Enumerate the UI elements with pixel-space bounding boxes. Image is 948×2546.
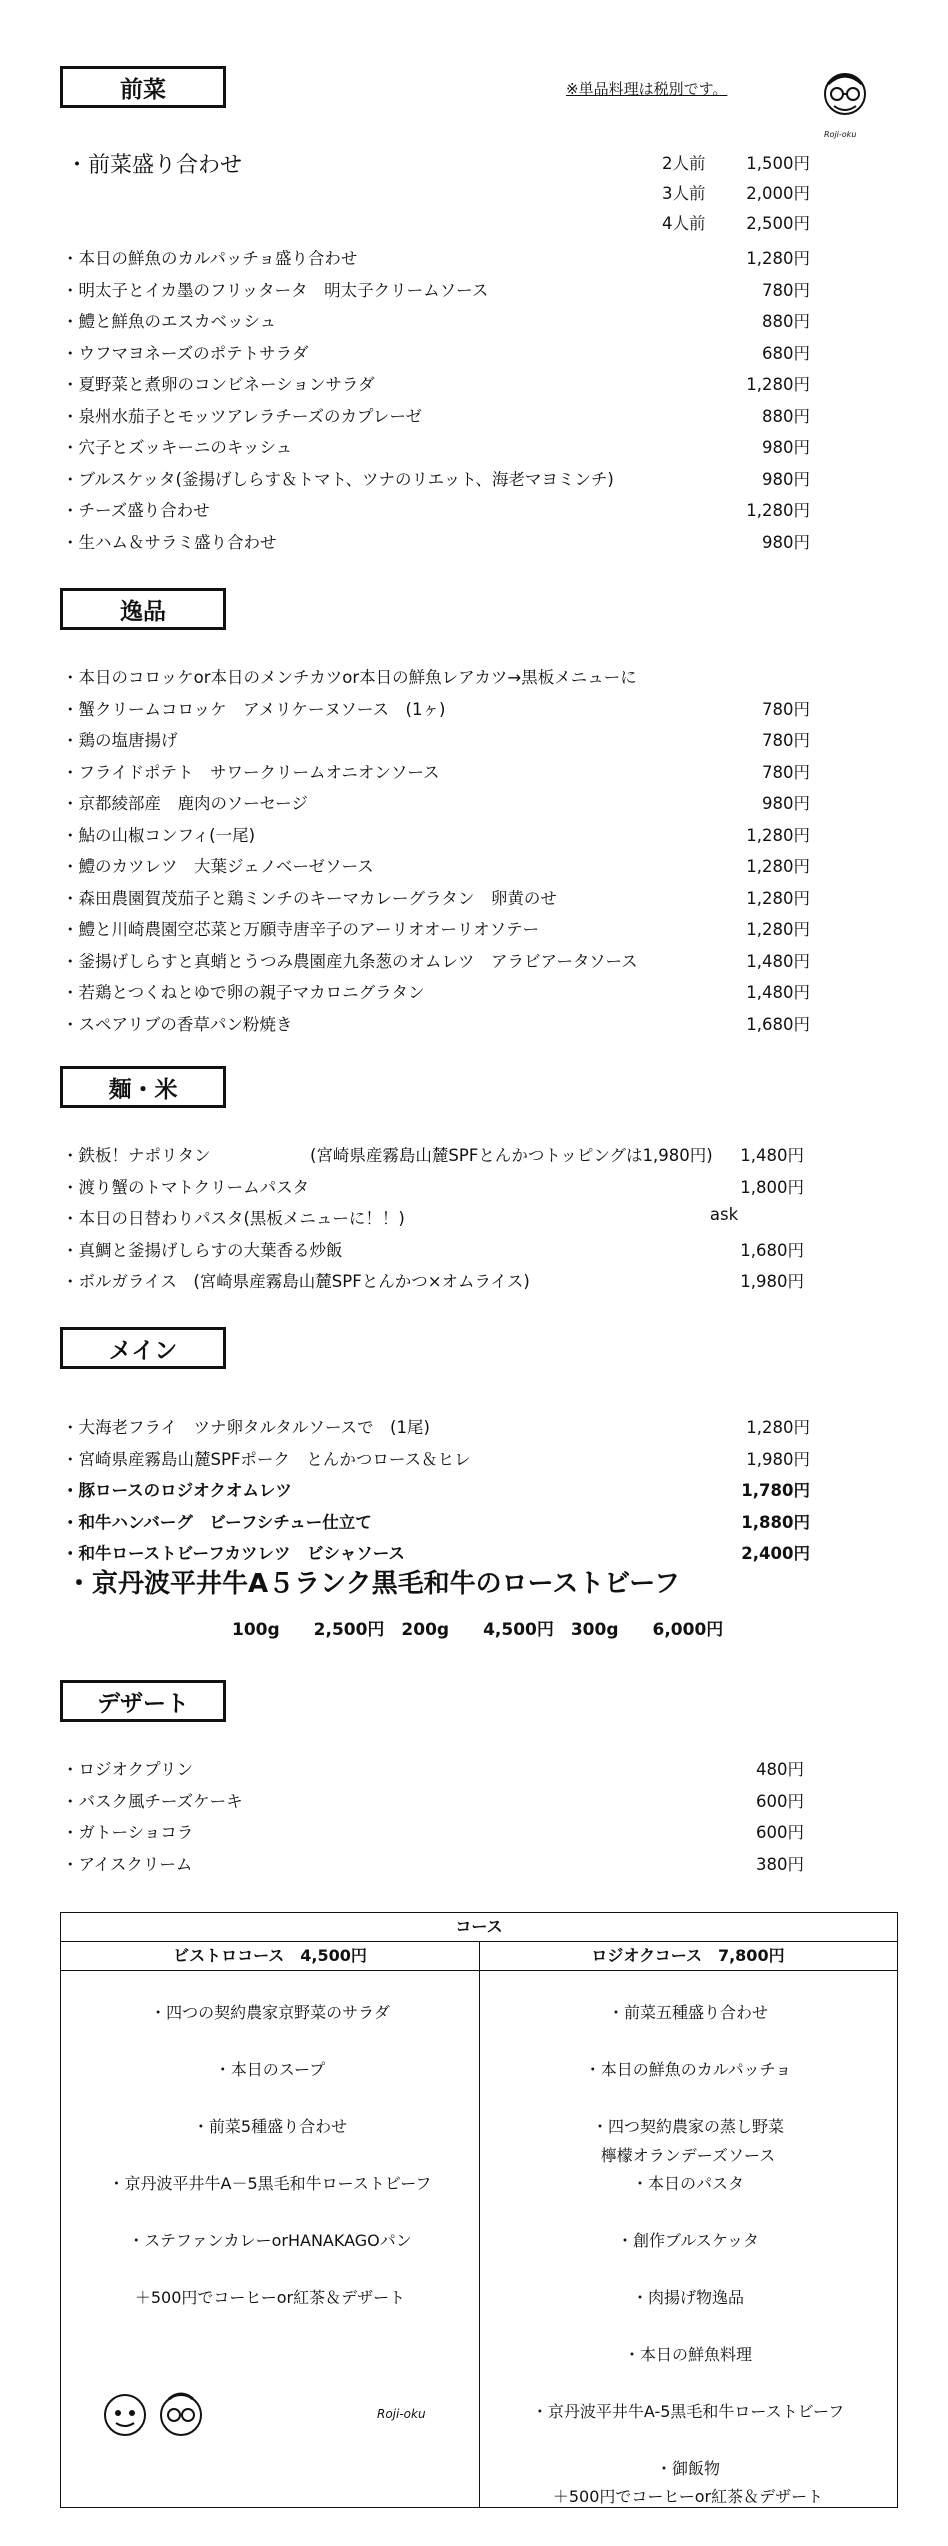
platter-price: 2,500円 xyxy=(746,214,810,233)
item-name: ・大海老フライ ツナ卵タルタルソースで (1尾) xyxy=(62,1418,430,1437)
item-name: ・バスク風チーズケーキ xyxy=(62,1791,243,1811)
item-price: 1,980円 xyxy=(746,1449,810,1469)
item-price: 1,480円 xyxy=(746,951,810,971)
section-title-men: 麺・米 xyxy=(60,1066,226,1108)
item-price: 1,280円 xyxy=(746,888,810,908)
section-title-ippin: 逸品 xyxy=(60,588,226,630)
item-price: ask xyxy=(709,1205,739,1224)
course-item: ・本日のパスタ xyxy=(631,2174,744,2193)
course-item: ・本日の鮮魚料理 xyxy=(623,2345,752,2364)
item-name: ・蟹クリームコロッケ アメリケーヌソース (1ヶ) xyxy=(62,699,446,719)
item-name: ・スペアリブの香草パン粉焼き xyxy=(62,1014,293,1034)
roast-beef-prices: 100g 2,500円 200g 4,500円 300g 6,000円 xyxy=(232,1620,724,1640)
platter-price: 1,500円 xyxy=(746,154,810,173)
course-item: ・創作ブルスケッタ xyxy=(616,2231,760,2250)
item-price: 880円 xyxy=(762,312,810,331)
item-name: ・鉄板！ナポリタン xyxy=(62,1146,211,1165)
item-price: 1,780円 xyxy=(741,1481,810,1500)
platter-size: 2人前 xyxy=(662,154,706,173)
course-item: ・前菜5種盛り合わせ xyxy=(192,2117,348,2136)
bistro-course-title: ビストロコース 4,500円 xyxy=(61,1941,479,1971)
item-name: ・明太子とイカ墨のフリッタータ 明太子クリームソース xyxy=(62,280,489,300)
section-title-zensai: 前菜 xyxy=(60,66,226,108)
section-title-dessert: デザート xyxy=(60,1680,226,1722)
course-logo-text: Roji-oku xyxy=(377,2407,426,2421)
item-price: 880円 xyxy=(762,406,810,426)
section-title-main: メイン xyxy=(60,1327,226,1369)
item-name: ・渡り蟹のトマトクリームパスタ xyxy=(62,1177,310,1197)
platter-price: 2,000円 xyxy=(746,184,810,203)
item-name: ・宮崎県産霧島山麓SPFポーク とんかつロース＆ヒレ xyxy=(62,1449,471,1469)
course-item: ・四つ契約農家の蒸し野菜 xyxy=(591,2117,784,2136)
item-price: 780円 xyxy=(762,280,810,300)
item-price: 780円 xyxy=(762,699,810,719)
item-price: 1,280円 xyxy=(746,920,810,939)
item-name: ・森田農園賀茂茄子と鶏ミンチのキーマカレーグラタン 卵黄のせ xyxy=(62,888,557,908)
rojioku-course-title: ロジオクコース 7,800円 xyxy=(479,1941,897,1971)
item-price: 380円 xyxy=(756,1854,804,1874)
course-item: ＋500円でコーヒーor紅茶＆デザート xyxy=(552,2487,824,2506)
logo-text: Roji-oku xyxy=(824,130,857,139)
item-price: 1,280円 xyxy=(746,501,810,520)
item-price: 980円 xyxy=(762,532,810,552)
item-price: 1,280円 xyxy=(746,249,810,268)
course-item: ・京丹波平井牛A-5黒毛和牛ローストビーフ xyxy=(531,2402,845,2421)
item-price: 980円 xyxy=(762,469,810,489)
item-name: ・本日のコロッケor本日のメンチカツor本日の鮮魚レアカツ→黒板メニューに xyxy=(62,668,637,687)
item-price: 1,280円 xyxy=(746,1418,810,1437)
item-name: ・本日の鮮魚のカルパッチョ盛り合わせ xyxy=(62,249,358,268)
item-price: 1,800円 xyxy=(740,1177,804,1197)
item-name: ・ガトーショコラ xyxy=(62,1823,194,1842)
course-item: ・本日のスープ xyxy=(214,2060,326,2079)
course-item: ・肉揚げ物逸品 xyxy=(631,2288,744,2307)
item-name: ・泉州水茄子とモッツアレラチーズのカプレーゼ xyxy=(62,406,423,426)
platter-size: 3人前 xyxy=(662,184,706,203)
item-price: 1,880円 xyxy=(741,1512,810,1532)
item-name: ・フライドポテト サワークリームオニオンソース xyxy=(62,762,440,782)
course-table xyxy=(60,1912,898,2508)
item-price: 600円 xyxy=(756,1823,804,1842)
roast-beef-title: ・京丹波平井牛A５ランク黒毛和牛のローストビーフ xyxy=(66,1569,680,1599)
item-name: ・ウフマヨネーズのポテトサラダ xyxy=(62,343,309,363)
course-item: 檸檬オランデーズソース xyxy=(600,2146,776,2165)
item-name: ・穴子とズッキーニのキッシュ xyxy=(62,438,293,457)
course-title: コース xyxy=(61,1913,897,1942)
item-price: 1,480円 xyxy=(740,1146,804,1165)
item-name: ・鱧と鮮魚のエスカベッシュ xyxy=(62,312,277,331)
course-item: ・四つの契約農家京野菜のサラダ xyxy=(150,2003,390,2022)
item-note: (宮崎県産霧島山麓SPFとんかつトッピングは1,980円) xyxy=(310,1146,713,1165)
course-item: ・京丹波平井牛A－5黒毛和牛ローストビーフ xyxy=(108,2174,432,2193)
item-price: 480円 xyxy=(756,1760,804,1779)
item-name: ・ボルガライス (宮崎県産霧島山麓SPFとんかつ×オムライス) xyxy=(62,1272,530,1291)
item-name: ・本日の日替わりパスタ(黒板メニューに！！) xyxy=(62,1209,405,1228)
item-name: ・和牛ローストビーフカツレツ ビシャソース xyxy=(62,1544,405,1563)
item-price: 980円 xyxy=(762,438,810,457)
item-price: 1,280円 xyxy=(746,857,810,876)
tax-note: ※単品料理は税別です。 xyxy=(566,80,728,98)
item-name: ・釜揚げしらすと真蛸とうつみ農園産九条葱のオムレツ アラビアータソース xyxy=(62,951,638,971)
item-name: ・アイスクリーム xyxy=(62,1854,193,1874)
item-price: 680円 xyxy=(762,343,810,363)
item-price: 2,400円 xyxy=(741,1544,810,1563)
platter-size: 4人前 xyxy=(662,214,706,233)
item-name: ・生ハム＆サラミ盛り合わせ xyxy=(62,532,277,552)
item-name: ・鱧のカツレツ 大葉ジェノベーゼソース xyxy=(62,857,374,876)
item-price: 980円 xyxy=(762,794,810,813)
item-price: 1,680円 xyxy=(740,1240,804,1260)
item-name: ・鶏の塩唐揚げ xyxy=(62,731,178,750)
faces-logo-icon xyxy=(99,2387,209,2445)
item-price: 1,280円 xyxy=(746,825,810,845)
item-price: 780円 xyxy=(762,731,810,750)
item-name: ・若鶏とつくねとゆで卵の親子マカロニグラタン xyxy=(62,983,425,1002)
zensai-platter: ・前菜盛り合わせ xyxy=(66,153,243,178)
course-item: ・御飯物 xyxy=(655,2459,720,2478)
item-name: ・ロジオクプリン xyxy=(62,1760,194,1779)
item-name: ・京都綾部産 鹿肉のソーセージ xyxy=(62,794,308,813)
item-name: ・豚ロースのロジオクオムレツ xyxy=(62,1481,292,1500)
item-name: ・夏野菜と煮卵のコンビネーションサラダ xyxy=(62,375,375,394)
item-name: ・ブルスケッタ(釜揚げしらす＆トマト、ツナのリエット、海老マヨミンチ) xyxy=(62,469,614,489)
item-name: ・鱧と川崎農園空芯菜と万願寺唐辛子のアーリオオーリオソテー xyxy=(62,920,540,939)
item-price: 600円 xyxy=(756,1791,804,1811)
item-price: 1,280円 xyxy=(746,375,810,394)
course-item: ・前菜五種盛り合わせ xyxy=(607,2003,768,2022)
item-price: 1,680円 xyxy=(746,1014,810,1034)
item-name: ・チーズ盛り合わせ xyxy=(62,501,210,520)
item-price: 1,980円 xyxy=(740,1272,804,1291)
course-item: ＋500円でコーヒーor紅茶＆デザート xyxy=(134,2288,406,2307)
item-price: 1,480円 xyxy=(746,983,810,1002)
item-name: ・真鯛と釜揚げしらすの大葉香る炒飯 xyxy=(62,1240,343,1260)
course-item: ・ステファンカレーorHANAKAGOパン xyxy=(128,2231,412,2250)
item-price: 780円 xyxy=(762,762,810,782)
item-name: ・鮎の山椒コンフィ(一尾) xyxy=(62,825,256,845)
course-item: ・本日の鮮魚のカルパッチョ xyxy=(584,2060,792,2079)
item-name: ・和牛ハンバーグ ビーフシチュー仕立て xyxy=(62,1512,372,1532)
